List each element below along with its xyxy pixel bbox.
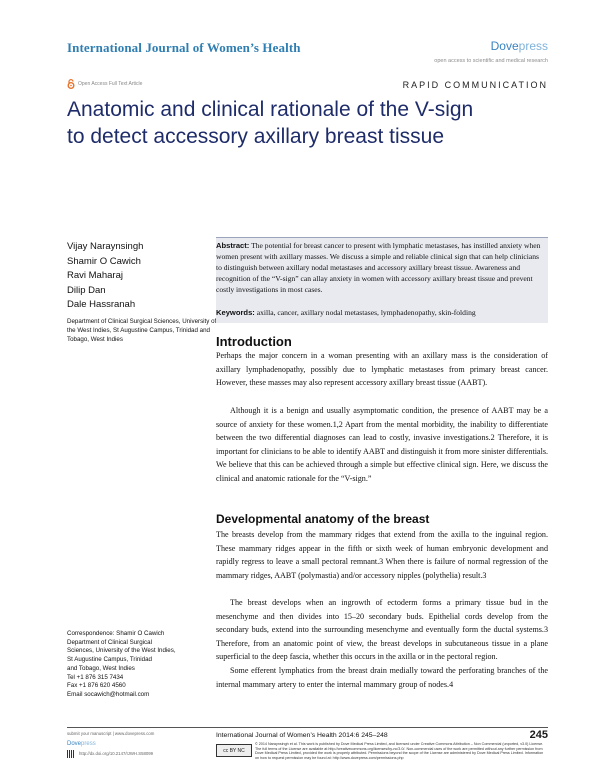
correspondence-line: Fax +1 876 620 4560 (67, 682, 126, 690)
abstract-label: Abstract: (216, 241, 250, 250)
article-type: RAPID COMMUNICATION (402, 80, 548, 90)
section-heading-introduction: Introduction (216, 334, 292, 349)
keywords-text: axilla, cancer, axillary nodal metastases, lymphadenopathy, skin-folding (254, 308, 476, 317)
keywords-label: Keywords: (216, 308, 255, 317)
abstract (216, 241, 544, 296)
open-access-row (67, 79, 142, 89)
correspondence-line: Department of Clinical Surgical (67, 638, 152, 646)
correspondence-line: St Augustine Campus, Trinidad (67, 656, 152, 664)
correspondence-line: Tel +1 876 315 7434 (67, 673, 124, 681)
affiliation: Department of Clinical Surgical Sciences, University of the West Indies, St Augustine Campus, Trinidad and Tobago, West Indies (67, 318, 217, 343)
correspondence-line: and Tobago, West Indies (67, 664, 135, 672)
creative-commons-badge[interactable]: cc BY NC (216, 744, 252, 757)
paragraph: Although it is a benign and usually asymptomatic condition, the presence of AABT may be a source of anxiety for these women.1,2 Apart from the mental morbidity, the inability to differentiate between the two differential diagnoses can lead to costly, invasive investigations.2 Therefore, it is important for clinicians to be able to identify AABT and distinguish it from more sinister differentials. We believe that this can be achieved through a simple but effective clinical sign. Here, we discuss the clinical and anatomic rationale for the “V-sign.” (216, 406, 548, 483)
open-access-label: Open Access Full Text Article (78, 81, 143, 87)
license-text: © 2014 Naraynsingh et al. This work is published by Dove Medical Press Limited, and licensed under Creative Commons Attribution – Non Commercial (unported, v3.0) License. The full terms of the License are available at http://creativecommons.org/licenses/by-nc/3.0/. Non-commercial uses of the work are permitted without any further permission from Dove Medical Press Limited, provided the work is properly attributed. Permissions beyond the scope of the License are administered by Dove Medical Press Limited. Information on how to request permission may be found at: http://www.dovepress.com/permissions.php (255, 742, 544, 761)
page-number: 245 (529, 729, 548, 741)
correspondence-block (67, 630, 217, 700)
correspondence-line: Correspondence: Shamir O Cawich (67, 630, 165, 637)
correspondence-email[interactable]: Email socawich@hotmail.com (67, 690, 150, 698)
paragraph: Some efferent lymphatics from the breast drain medially toward the perforating branches of the internal mammary artery to enter the internal mammary group of nodes.4 (216, 666, 548, 689)
qr-code-icon (67, 750, 75, 758)
brand-press: press (518, 39, 548, 53)
author: Shamir O Cawich (67, 255, 141, 267)
author: Dilip Dan (67, 284, 106, 296)
submit-manuscript-link[interactable]: submit your manuscript | www.dovepress.com (67, 731, 155, 736)
journal-title: International Journal of Women’s Health (67, 40, 301, 55)
author: Ravi Maharaj (67, 270, 123, 282)
author-list (67, 240, 143, 313)
dovepress-logo[interactable] (491, 39, 548, 53)
article-title (67, 96, 547, 150)
footer-divider (67, 727, 548, 728)
section-heading-developmental-anatomy: Developmental anatomy of the breast (216, 512, 430, 526)
footer-dovepress-logo[interactable] (67, 741, 96, 747)
keywords (216, 308, 544, 319)
journal-citation: International Journal of Women’s Health 2014:6 245–248 (216, 732, 388, 739)
author: Dale Hassranah (67, 299, 136, 311)
correspondence-line: Sciences, University of the West Indies, (67, 647, 176, 655)
brand-dove: Dove (490, 39, 519, 53)
footer-brand-press: press (81, 741, 96, 747)
open-access-lock-icon (67, 79, 75, 89)
author: Vijay Naraynsingh (67, 241, 144, 252)
publisher-tagline: open access to scientific and medical research (434, 58, 548, 64)
paragraph: The breasts develop from the mammary ridges that extend from the axilla to the inguinal region. These mammary ridges appear in the fifth or sixth week of human embryonic development and rapidly regress to leave a small pectoral remnant.3 When there is failure of normal regression of the mammary ridges, AABT (polymastia) and/or accessory nipples (polythelia) result.3 (216, 530, 548, 580)
footer-brand-dove: Dove (67, 741, 82, 747)
paragraph: Perhaps the major concern in a woman presenting with an axillary mass is the consideration of axillary lymphadenopathy, possibly due to lymphatic metastases from primary breast cancer. However, these masses may also represent accessory axillary breast tissue (AABT). (216, 351, 548, 387)
abstract-text: The potential for breast cancer to present with lymphatic metastases, has instilled anxiety when women present with axillary masses. We discuss a simple and reliable clinical sign that can help clinicians to distinguish between axillary nodal metastases and accessory axillary breast tissue. Awareness and recognition of the “V-sign” can allay anxiety in women with accessory axillary breast tissue and prevent costly investigations in most cases. (216, 241, 541, 294)
article-title-line-1: Anatomic and clinical rationale of the V-sign (67, 98, 474, 121)
paragraph: The breast develops when an ingrowth of ectoderm forms a primary tissue bud in the mesenchyme and then divides into 15–20 secondary buds. Epithelial cords develop from the secondary buds, extend into the surrounding mesenchyme and eventually form the ductal systems.3 Therefore, from an anatomic point of view, the breast develops in subcutaneous tissue in a plane superficial to the deep fascia, whether this occurs in the axilla or in the pectoral region. (216, 598, 548, 661)
article-title-line-2: to detect accessory axillary breast tissue (67, 125, 444, 148)
doi-link[interactable]: http://dx.doi.org/10.2147/IJWH.S58099 (79, 751, 154, 756)
